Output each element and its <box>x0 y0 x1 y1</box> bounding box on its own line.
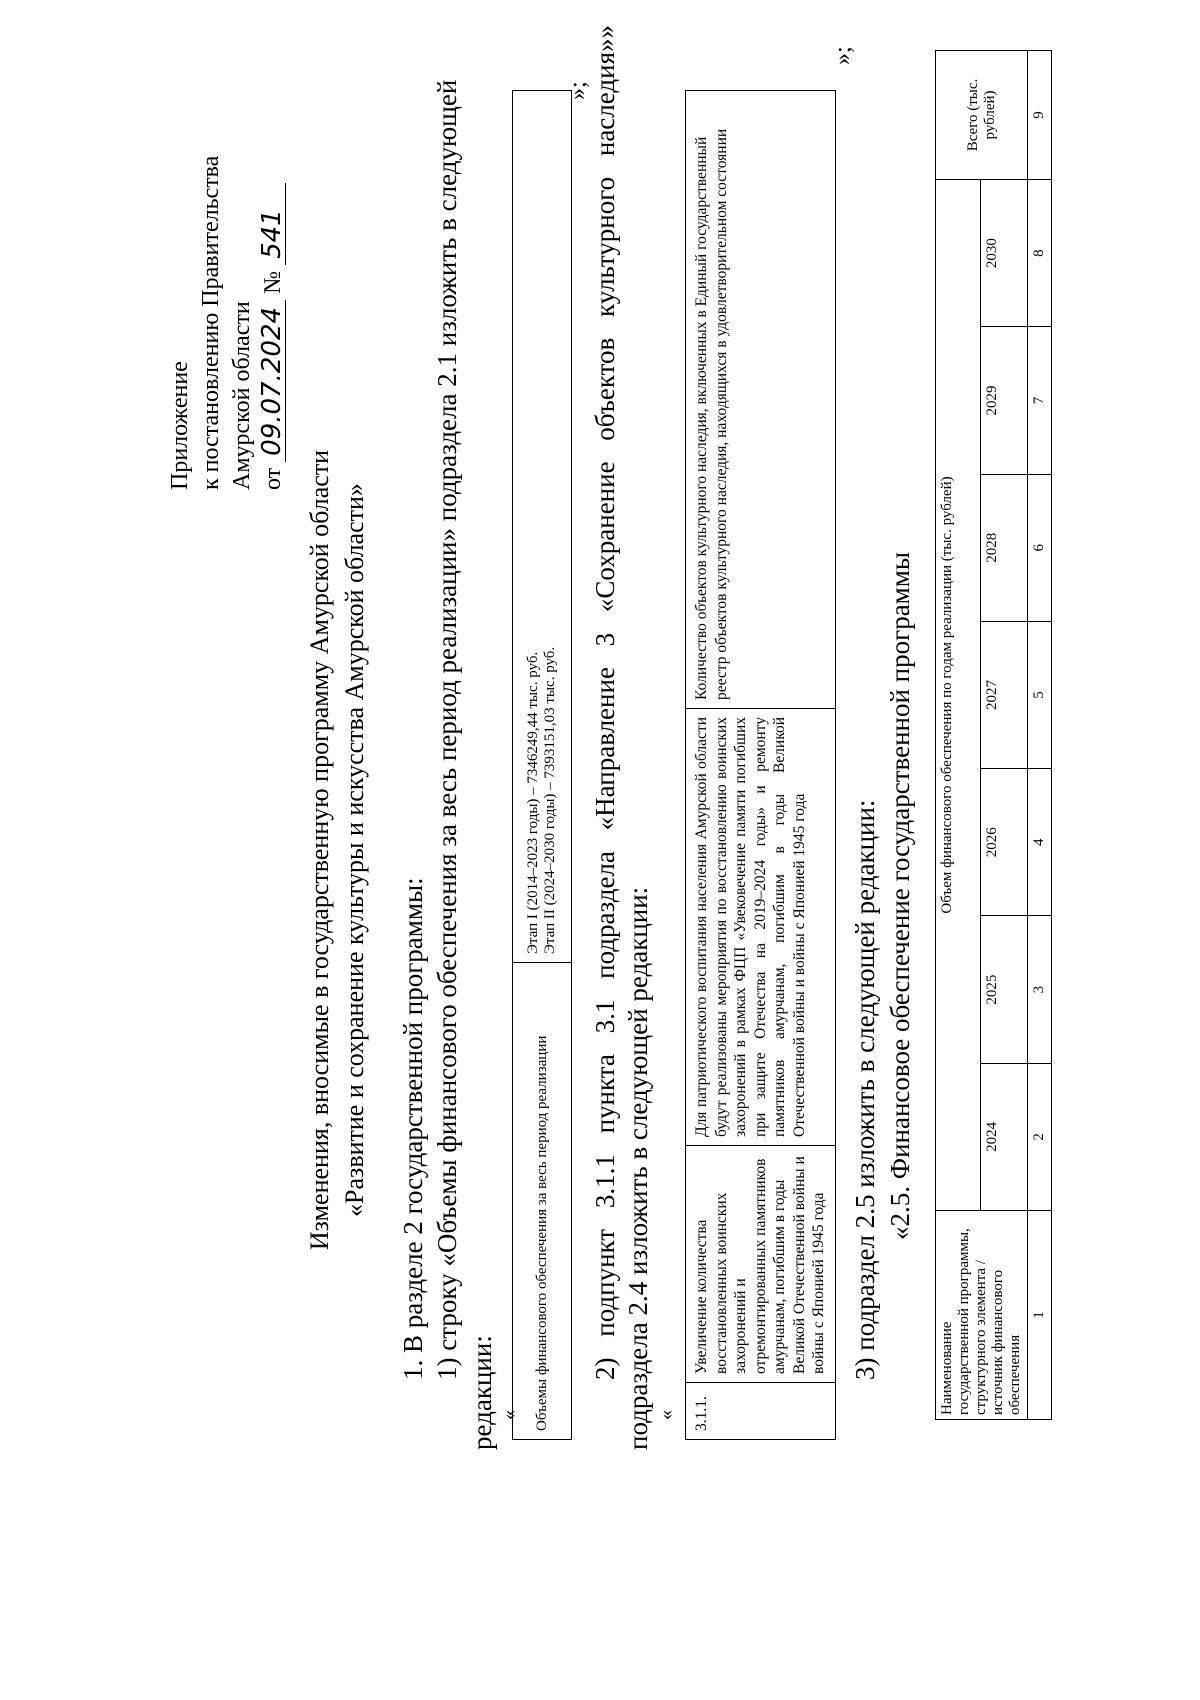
year-header: 2029 <box>981 327 1028 474</box>
appendix-date-line <box>258 156 289 490</box>
column-number: 3 <box>1028 916 1052 1063</box>
doc-title-line1: Изменения, вносимые в государственную программу Амурской области <box>305 449 334 1251</box>
name-column-header: Наименование государственной программы, структурного элемента / источник финансового обеспечения <box>936 1211 1028 1420</box>
appendix-header <box>165 156 289 490</box>
number-prefix: № <box>260 270 286 294</box>
item-2-line2: подраздела 2.4 изложить в следующей редакции: <box>623 886 653 1450</box>
year-header: 2027 <box>981 621 1028 768</box>
column-number: 7 <box>1028 327 1052 474</box>
subitem-task-cell: Увеличение количества восстановленных воинских захоронений и отремонтированных памятников амурчанам, погибшим в годы Великой Отечественной войны и войны с Японией 1945 года <box>686 1146 836 1383</box>
handwritten-date: 09.07.2024 <box>259 300 286 462</box>
item-1-line2: редакции: <box>467 1335 497 1450</box>
column-numbers-row <box>1028 51 1052 1420</box>
appendix-line3: Амурской области <box>229 301 255 490</box>
column-number: 1 <box>1028 1211 1052 1420</box>
financing-label-cell: Объемы финансового обеспечения за весь период реализации <box>513 963 572 1440</box>
stage-2-text: Этап II (2024–2030 годы) – 7393151,03 тыс. руб. <box>542 646 558 954</box>
column-number: 6 <box>1028 474 1052 621</box>
program-financing-table <box>935 50 1052 1420</box>
subitem-indicator-cell: Количество объектов культурного наследия, включенных в Единый государственный реестр объектов культурного наследия, находящихся в удовлетворительном состоянии <box>686 91 836 709</box>
date-prefix: от <box>260 467 286 490</box>
year-header: 2025 <box>981 916 1028 1063</box>
table-header-row <box>936 51 981 1420</box>
appendix-line2: к постановлению Правительства <box>198 155 224 490</box>
doc-title-line2: «Развитие и сохранение культуры и искусства Амурской области» <box>340 483 369 1217</box>
subitem-3-1-1-table <box>685 90 836 1440</box>
years-group-header: Объем финансового обеспечения по годам реализации (тыс. рублей) <box>936 180 981 1211</box>
year-header: 2024 <box>981 1063 1028 1210</box>
year-header: 2026 <box>981 769 1028 916</box>
handwritten-number: 541 <box>259 183 286 265</box>
section-2-intro: 1. В разделе 2 государственной программы: <box>398 877 428 1380</box>
financing-stages-cell <box>513 91 572 963</box>
open-quote-1: « <box>498 1410 520 1420</box>
table-row <box>513 91 572 1440</box>
table-row <box>686 91 836 1440</box>
column-number: 5 <box>1028 621 1052 768</box>
column-number: 8 <box>1028 180 1052 327</box>
close-quote-1: »; <box>565 81 591 100</box>
total-column-header: Всего (тыс. рублей) <box>936 51 1028 180</box>
year-header: 2030 <box>981 180 1028 327</box>
item-2-line1: 2) подпункт 3.1.1 пункта 3.1 подраздела «Направление 3 «Сохранение объектов культурного наследия»» <box>590 25 620 1380</box>
stage-1-text: Этап I (2014–2023 годы) – 7346249,44 тыс. руб. <box>525 651 541 954</box>
item-3-text: 3) подраздел 2.5 изложить в следующей редакции: <box>850 799 880 1380</box>
open-quote-2: « <box>655 1410 677 1420</box>
subsection-2-5-title: «2.5. Финансовое обеспечение государственной программы <box>885 552 915 1240</box>
subitem-number-cell: 3.1.1. <box>686 1383 836 1440</box>
subitem-description-cell: Для патриотического воспитания населения Амурской области будут реализованы мероприятия по восстановлению воинских захоронений в рамках ФЦП «Увековечение памяти погибших при защите Отечества на 2019–2024 годы» и ремонту памятников амурчанам, погибшим в годы Великой Отечественной войны и войны с Японией 1945 года <box>686 709 836 1146</box>
financing-volume-table <box>512 90 572 1440</box>
column-number: 4 <box>1028 769 1052 916</box>
year-header: 2028 <box>981 474 1028 621</box>
column-number: 9 <box>1028 51 1052 180</box>
appendix-line1: Приложение <box>167 361 193 490</box>
column-number: 2 <box>1028 1063 1052 1210</box>
close-quote-2: »; <box>830 46 856 65</box>
item-1-line1: 1) строку «Объемы финансового обеспечения за весь период реализации» подраздела 2.1 изложить в следующей <box>432 79 462 1380</box>
